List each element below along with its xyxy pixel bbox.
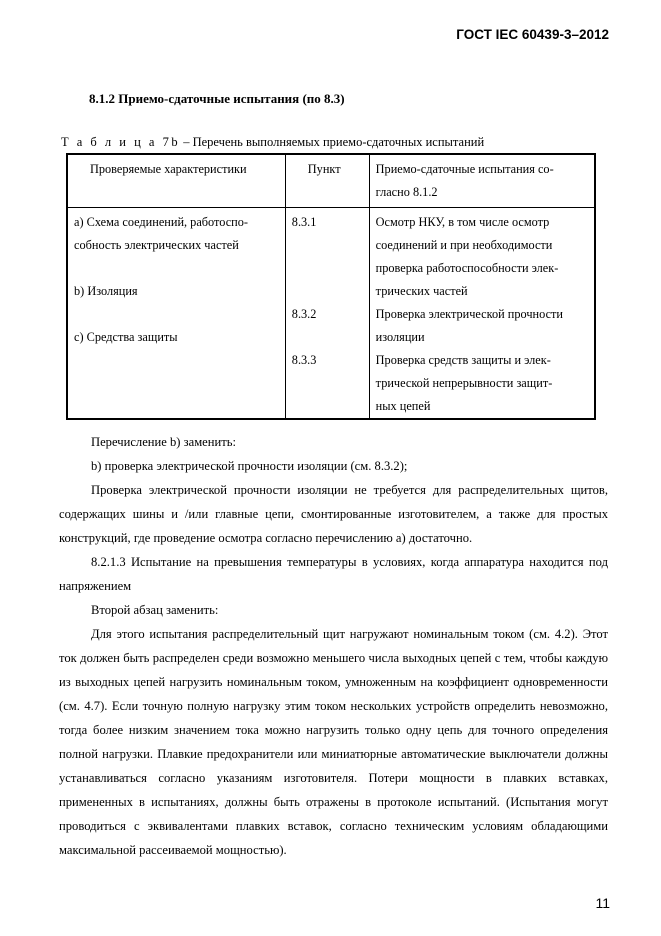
paragraph: b) проверка электрической прочности изоляции (см. 8.3.2);	[91, 459, 408, 473]
paragraph: Проверка электрической прочности изоляции не требуется для распределительных щитов, содержащих шины и /или главные цепи, смонтированные изготовителем, а также для простых конструкций, где проведение осмотра согласно перечислению а) достаточно.	[59, 483, 608, 545]
clause-832: 8.3.2	[291, 307, 317, 321]
header-tests: Приемо-сдаточные испытания со- гласно 8.1.2	[369, 154, 595, 208]
item-b: b) Изоляция	[74, 284, 138, 298]
table-caption	[61, 135, 484, 150]
body-text-2	[59, 550, 608, 862]
page-number: 11	[595, 895, 610, 911]
tests-table	[66, 153, 596, 420]
paragraph: 8.2.1.3 Испытание на превышения температуры в условиях, когда аппаратура находится под напряжением	[59, 555, 608, 593]
paragraph: Перечисление b) заменить:	[91, 435, 237, 449]
table-caption-text: – Перечень выполняемых приемо-сдаточных испытаний	[180, 135, 485, 149]
document-header: ГОСТ IEC 60439-3–2012	[456, 27, 609, 42]
clause-831: 8.3.1	[291, 215, 317, 229]
clause-833: 8.3.3	[291, 353, 317, 367]
table-caption-label: Т а б л и ц а 7b	[61, 135, 181, 149]
header-characteristics: Проверяемые характеристики	[67, 154, 285, 208]
section-title: 8.1.2 Приемо-сдаточные испытания (по 8.3)	[89, 91, 345, 106]
paragraph: Второй абзац заменить:	[91, 603, 219, 617]
item-c: с) Средства защиты	[74, 330, 178, 344]
body-text-1	[59, 430, 608, 550]
item-a-line1: а) Схема соединений, работоспо-	[74, 215, 248, 229]
paragraph: Для этого испытания распределительный щит нагружают номинальным током (см. 4.2). Этот ток должен быть распределен среди возможно меньшего числа выходных цепей с тем, чтобы каждую из выходных цепей нагрузить номинальным током, умноженным на коэффициент одновременности (см. 4.7). Если точную полную нагрузку этим током нескольких устройств определить невозможно, тогда более низким значением тока можно нагрузить только одну цепь для точного определения полной нагрузки. Плавкие предохранители или миниатюрные автоматические выключатели должны устанавливаться согласно указаниям изготовителя. Потери мощности в плавких вставках, примененных в испытаниях, должны быть отражены в протоколе испытаний. (Испытания могут проводиться с эквивалентами плавких вставок, согласно техническим условиям обладающими максимальной рассеиваемой мощностью).	[59, 627, 608, 857]
table-row	[67, 208, 595, 420]
cell-tests: Осмотр НКУ, в том числе осмотр соединений и при необходимости проверка работоспособности элек- трических частей Проверка электрической прочности изоляции Проверка средств защиты и элек- трической непрерывности защит- ных цепей	[369, 208, 595, 420]
header-clause: Пункт	[285, 154, 369, 208]
cell-characteristics	[67, 208, 285, 420]
cell-clause	[285, 208, 369, 420]
item-a-line2: собность электрических частей	[74, 238, 239, 252]
table-header-row	[67, 154, 595, 208]
